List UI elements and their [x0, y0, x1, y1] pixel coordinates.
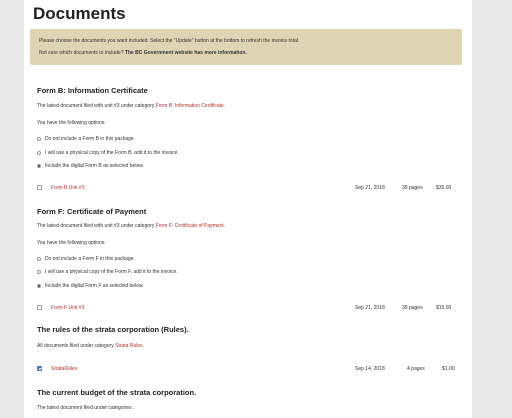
form-b-option-physical[interactable]	[37, 150, 179, 156]
rules-description	[37, 343, 144, 349]
form-f-document-checkbox[interactable]	[37, 305, 42, 310]
form-b-document-checkbox[interactable]	[37, 185, 42, 190]
form-b-desc-end: .	[223, 103, 226, 109]
notice-line-1: Please choose the documents you want included. Select the "Update" button at the bottom to refresh the invoice total.	[39, 38, 300, 44]
form-b-desc-text: The latest document filed with unit #3 under category	[37, 103, 156, 109]
form-b-description	[37, 103, 225, 109]
form-f-option-exclude[interactable]	[37, 256, 135, 262]
form-b-document-price: $35.00	[436, 185, 452, 191]
rules-desc-text: All documents filed under category	[37, 343, 116, 349]
budget-description: The latest document filed under categories .	[37, 405, 135, 411]
page-title: Documents	[33, 4, 126, 23]
bc-government-link[interactable]: The BC Government website has more information.	[124, 50, 247, 56]
info-notice	[30, 29, 462, 65]
form-b-options-label: You have the following options:	[37, 120, 106, 126]
form-b-radio-exclude[interactable]	[37, 137, 41, 141]
form-f-radio-physical[interactable]	[37, 270, 41, 274]
form-f-options-label: You have the following options:	[37, 240, 106, 246]
rules-document-price: $1.00	[442, 366, 455, 372]
documents-panel	[24, 0, 472, 418]
form-f-document-price: $15.00	[436, 305, 452, 311]
notice-line-2	[39, 50, 247, 56]
form-f-description	[37, 223, 225, 229]
form-f-option-label: Do not include a Form F in this package.	[45, 256, 135, 262]
form-b-heading: Form B: Information Certificate	[37, 86, 148, 95]
form-b-option-label: Include the digital Form B as selected below.	[45, 163, 144, 169]
form-b-radio-digital[interactable]	[37, 164, 41, 168]
rules-document-link[interactable]: StrataRules	[51, 366, 78, 372]
form-f-option-label: Include the digital Form F as selected below.	[45, 283, 144, 289]
form-f-option-physical[interactable]	[37, 269, 178, 275]
rules-heading: The rules of the strata corporation (Rules).	[37, 325, 189, 334]
form-f-radio-digital[interactable]	[37, 284, 41, 288]
form-b-document-date: Sep 21, 2018	[355, 185, 385, 191]
notice-line-2-text: Not sure which documents to include?	[39, 50, 125, 56]
form-b-option-label: Do not include a Form B in this package.	[45, 136, 136, 142]
rules-document-date: Sep 14, 2018	[355, 366, 385, 372]
rules-document-checkbox[interactable]	[37, 366, 42, 371]
form-b-radio-physical[interactable]	[37, 151, 41, 155]
form-b-document-link[interactable]: Form B Unit #3	[51, 185, 85, 191]
form-f-document-pages: 39 pages	[402, 305, 423, 311]
form-f-option-label: I will use a physical copy of the Form F, add it to the invoice.	[45, 269, 178, 275]
form-b-category-link[interactable]: Form B: Information Certificate	[155, 103, 224, 109]
budget-heading: The current budget of the strata corporation.	[37, 388, 197, 397]
rules-document-pages: 4 pages	[407, 366, 425, 372]
form-f-radio-exclude[interactable]	[37, 257, 41, 261]
form-f-desc-end: .	[223, 223, 226, 229]
form-f-category-link[interactable]: Form F: Certificate of Payment	[155, 223, 224, 229]
form-f-desc-text: The latest document filed with unit #3 under category	[37, 223, 156, 229]
form-b-option-digital[interactable]	[37, 163, 144, 169]
form-f-document-link[interactable]: Form F Unit #3	[51, 305, 85, 311]
form-f-document-date: Sep 21, 2018	[355, 305, 385, 311]
form-f-heading: Form F: Certificate of Payment	[37, 207, 147, 216]
rules-desc-end: .	[142, 343, 145, 349]
form-b-option-exclude[interactable]	[37, 136, 135, 142]
form-b-document-pages: 39 pages	[402, 185, 423, 191]
form-b-option-label: I will use a physical copy of the Form B, add it to the invoice.	[45, 150, 179, 156]
form-f-option-digital[interactable]	[37, 283, 144, 289]
rules-category-link[interactable]: Strata Rules	[115, 343, 143, 349]
